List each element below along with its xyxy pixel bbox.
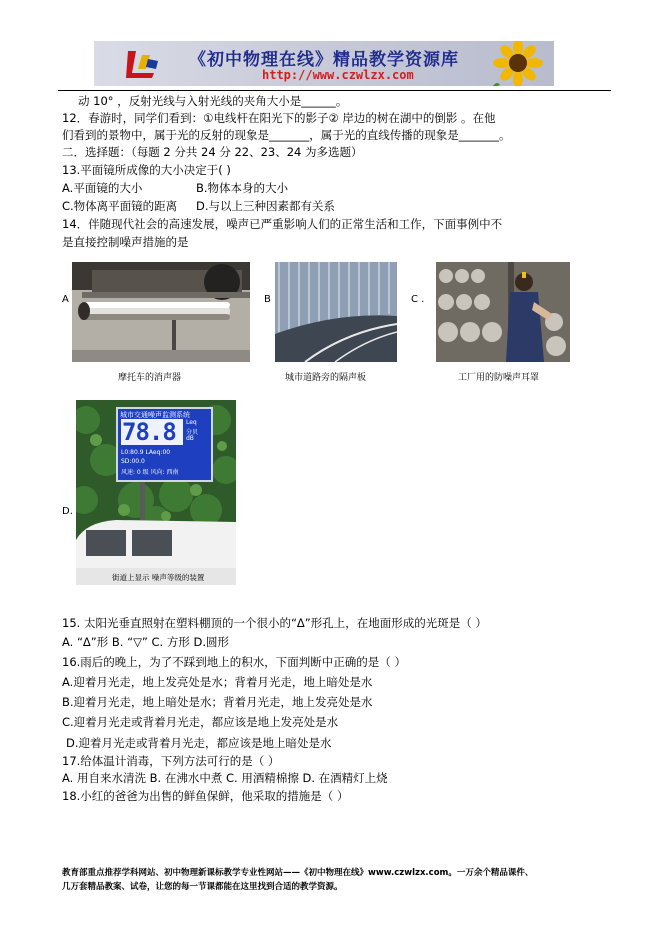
site-logo-icon — [122, 47, 162, 81]
question-15: 15. 太阳光垂直照射在塑料棚顶的一个很小的“Δ”形孔上，在地面形成的光斑是（ ） — [62, 616, 487, 630]
figure-d-photo — [76, 400, 236, 585]
header-rule — [58, 90, 611, 91]
figure-c-label: C . — [411, 294, 425, 305]
header-banner — [94, 41, 554, 86]
figure-a-photo — [72, 262, 250, 362]
question-16-option-b: B.迎着月光走，地上暗处是水；背着月光走，地上发亮处是水 — [62, 695, 373, 709]
noise-level-value: 78.8 — [122, 418, 176, 446]
noise-readout-row3: 风速: 0 级 风向: 西南 — [121, 469, 179, 476]
noise-monitor-sign — [116, 407, 213, 482]
section-heading: 二．选择题：（每题 2 分共 24 分 22、23、24 为多选题） — [62, 145, 363, 159]
noise-monitor-title: 城市交通噪声监测系统 — [120, 411, 190, 419]
question-16-option-c: C.迎着月光走或背着月光走，都应该是地上发亮处是水 — [62, 715, 339, 729]
text-line: 动 10° ，反射光线与入射光线的夹角大小是______。 — [78, 94, 348, 108]
figure-d-caption: 街道上显示 噪声等级的装置 — [112, 573, 205, 582]
footer-line2: 几万套精品教案、试卷，让您的每一节课都能在这里找到合适的教学资源。 — [62, 882, 343, 892]
sunflower-icon — [486, 41, 546, 86]
figure-c-caption: 工厂用的防噪声耳罩 — [458, 373, 540, 383]
noise-readout-row2: SD:00.0 — [121, 458, 145, 465]
question-14-line2: 是直接控制噪声措施的是 — [62, 235, 189, 249]
figure-c-photo — [436, 262, 570, 362]
noise-unit-db: dB — [186, 435, 194, 442]
question-13-option-d: D.与以上三种因素都有关系 — [196, 199, 336, 213]
question-16-option-d: D.迎着月光走或背着月光走，都应该是地上暗处是水 — [66, 736, 332, 750]
noise-readout-row1: L0:80.9 LAeq:00 — [121, 449, 171, 456]
question-12-line1: 12．春游时，同学们看到：①电线杆在阳光下的影子② 岸边的树在湖中的倒影 。在他 — [62, 111, 496, 125]
banner-url[interactable]: http://www.czwlzx.com — [262, 68, 414, 82]
question-17-options: A. 用自来水清洗 B. 在沸水中煮 C. 用酒精棉擦 D. 在酒精灯上烧 — [62, 771, 388, 785]
figure-b-caption: 城市道路旁的隔声板 — [285, 373, 367, 383]
question-13-option-c: C.物体离平面镜的距离 — [62, 199, 178, 213]
question-13-option-b: B.物体本身的大小 — [196, 181, 289, 195]
question-16-option-a: A.迎着月光走，地上发亮处是水；背着月光走，地上暗处是水 — [62, 675, 373, 689]
figure-a-label: A — [62, 294, 69, 305]
question-17: 17.给体温计消毒，下列方法可行的是（ ） — [62, 754, 280, 768]
question-13: 13.平面镜所成像的大小决定于( ) — [62, 163, 231, 177]
question-14-line1: 14．伴随现代社会的高速发展，噪声已严重影响人们的正常生活和工作，下面事例中不 — [62, 217, 503, 231]
noise-unit-decibel: 分贝 — [186, 429, 199, 436]
footer-line1: 教育部重点推荐学科网站、初中物理新课标教学专业性网站——《初中物理在线》www.czwlzx.com。一万余个精品课件、 — [62, 868, 534, 878]
question-18: 18.小红的爸爸为出售的鲜鱼保鲜，他采取的措施是（ ） — [62, 789, 349, 803]
banner-title: 《初中物理在线》精品教学资源库 — [189, 50, 459, 70]
figure-b-photo — [275, 262, 397, 362]
question-12-line2: 们看到的景物中，属于光的反射的现象是_______，属于光的直线传播的现象是_______。 — [62, 128, 511, 142]
question-15-options: A. “Δ”形 B. “▽” C. 方形 D.圆形 — [62, 635, 230, 649]
question-13-option-a: A.平面镜的大小 — [62, 181, 143, 195]
noise-unit-leq: Leq — [186, 419, 197, 426]
figure-b-label: B — [264, 294, 271, 305]
question-16: 16.雨后的晚上，为了不踩到地上的积水，下面判断中正确的是（ ） — [62, 655, 406, 669]
figure-d-label: D. — [62, 506, 73, 517]
figure-a-caption: 摩托车的消声器 — [118, 373, 182, 383]
